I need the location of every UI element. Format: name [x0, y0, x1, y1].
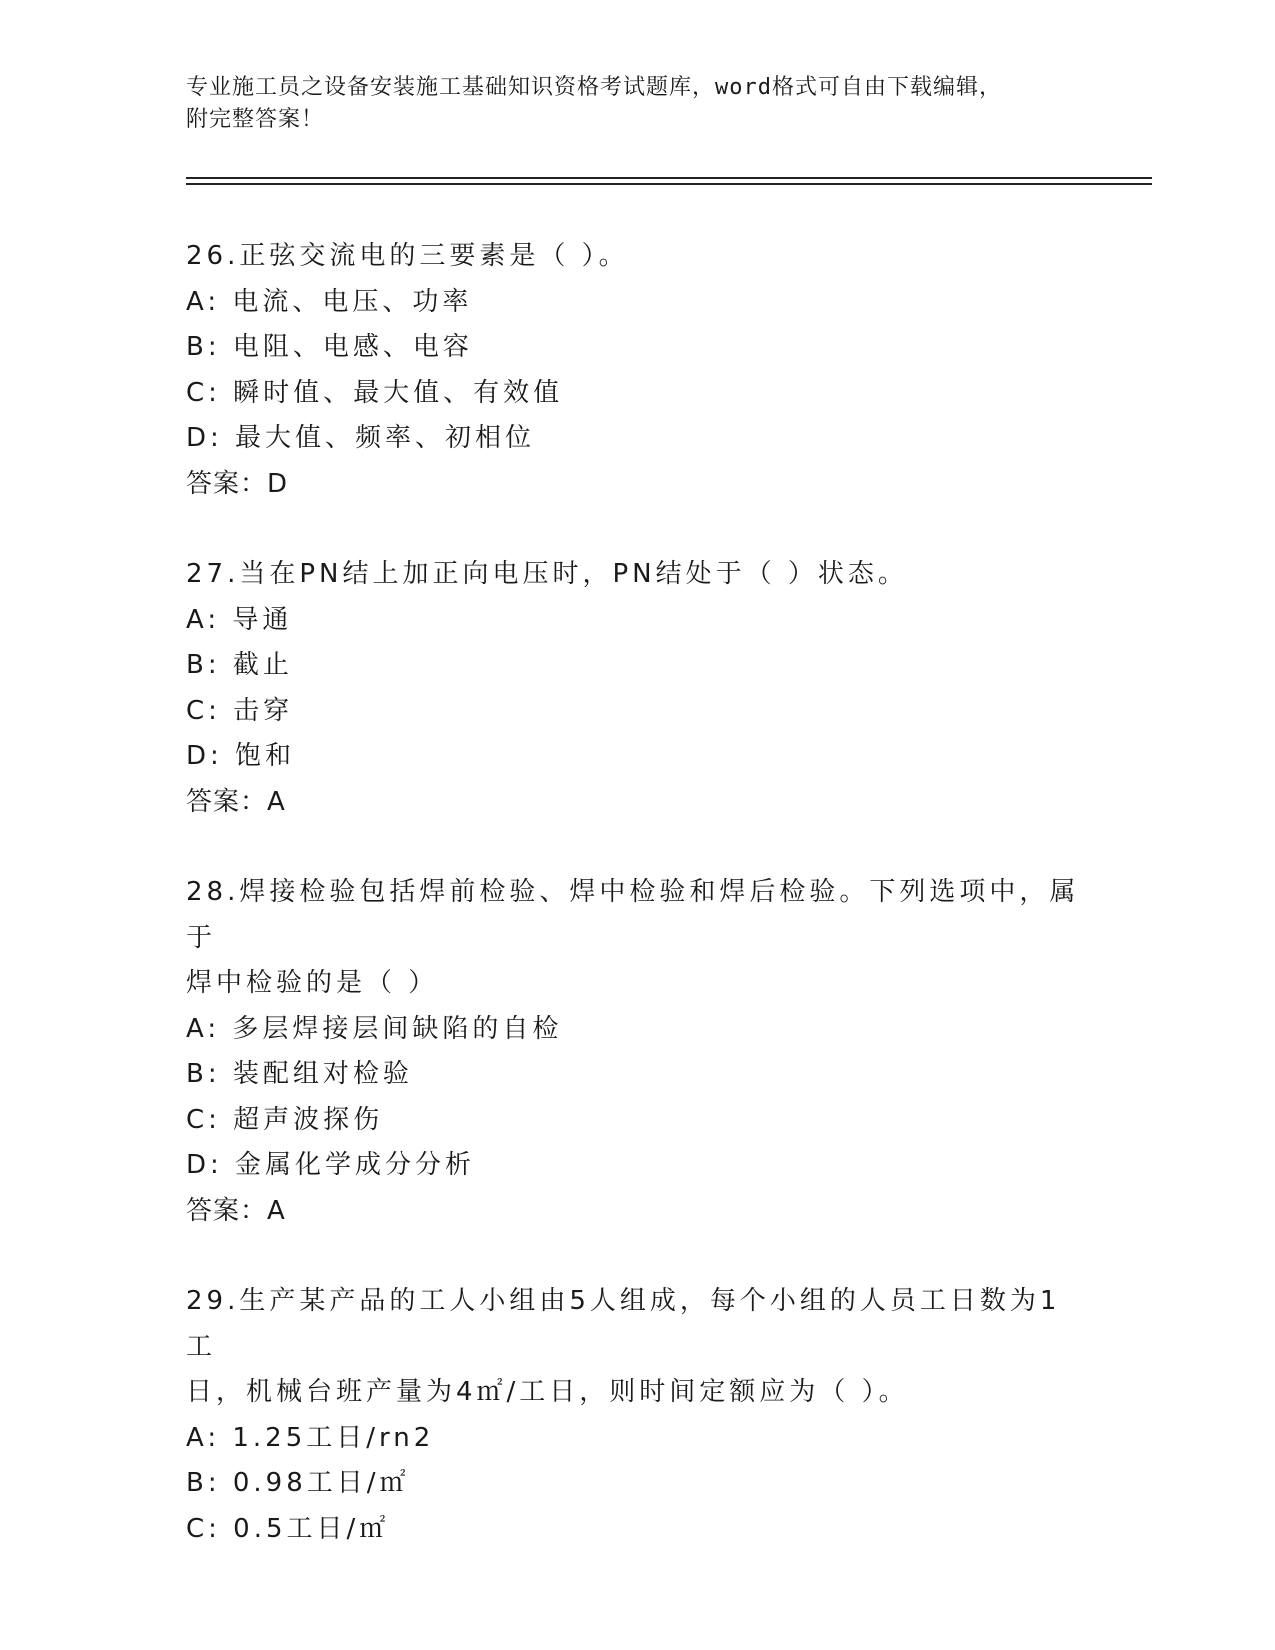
answer: 答案：A [186, 1195, 286, 1226]
answer: 答案：D [186, 468, 289, 499]
header-line-1: 专业施工员之设备安装施工基础知识资格考试题库，word格式可自由下载编辑， [186, 75, 1002, 100]
question-list [186, 234, 1086, 1597]
question-text-line: 26.正弦交流电的三要素是（ ）。 [186, 241, 629, 271]
option-d: D: 最大值、频率、初相位 [186, 423, 536, 453]
question-text-line: 29.生产某产品的工人小组由5人组成，每个小组的人员工日数为1工 [186, 1286, 1061, 1362]
option-b: B: 截止 [186, 650, 293, 680]
question-text [186, 552, 1086, 598]
question-text-line: 28.焊接检验包括焊前检验、焊中检验和焊后检验。下列选项中，属于 [186, 877, 1080, 953]
question-28 [186, 870, 1086, 1234]
question-text [186, 870, 1086, 1007]
question-text [186, 234, 1086, 280]
question-text-line: 焊中检验的是（ ） [186, 968, 439, 998]
option-b: B: 电阻、电感、电容 [186, 332, 473, 362]
question-text [186, 1279, 1086, 1416]
option-c: C: 瞬时值、最大值、有效值 [186, 377, 564, 408]
option-c: C: 超声波探伤 [186, 1104, 384, 1135]
answer: 答案：A [186, 786, 286, 817]
question-27 [186, 552, 1086, 825]
document-header [186, 72, 1086, 136]
option-c: C: 0.5工日/㎡ [186, 1513, 390, 1544]
option-a: A: 1.25工日/rn2 [186, 1422, 435, 1453]
option-d: D: 金属化学成分分析 [186, 1150, 476, 1180]
option-a: A: 多层焊接层间缺陷的自检 [186, 1013, 563, 1044]
question-29 [186, 1279, 1086, 1552]
header-divider-top [186, 177, 1152, 179]
header-line-2: 附完整答案！ [186, 107, 325, 132]
option-b: B: 装配组对检验 [186, 1059, 413, 1089]
question-text-line: 27.当在PN结上加正向电压时，PN结处于（ ）状态。 [186, 559, 908, 589]
option-c: C: 击穿 [186, 695, 294, 726]
question-text-line: 日，机械台班产量为4㎡/工日，则时间定额应为（ ）。 [186, 1377, 909, 1407]
option-a: A: 导通 [186, 604, 293, 635]
option-d: D: 饱和 [186, 741, 296, 771]
question-26 [186, 234, 1086, 507]
option-b: B: 0.98工日/㎡ [186, 1468, 410, 1498]
option-a: A: 电流、电压、功率 [186, 286, 473, 317]
header-divider-bottom [186, 183, 1152, 185]
